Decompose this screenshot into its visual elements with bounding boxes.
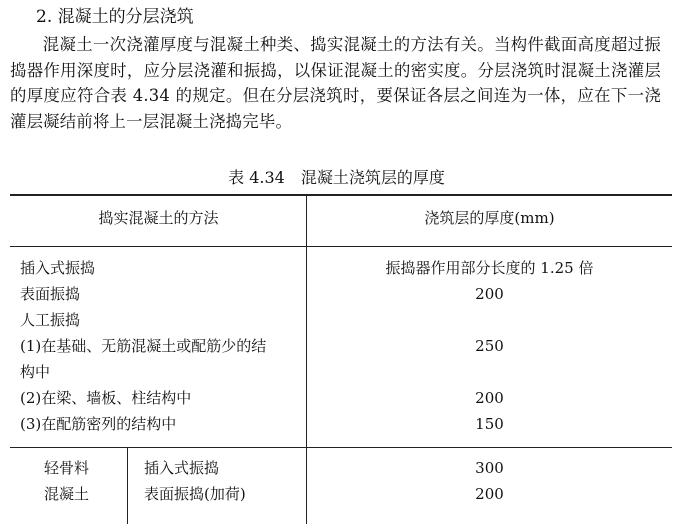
table-row-method: 人工振捣 xyxy=(20,311,81,329)
header-method: 捣实混凝土的方法 xyxy=(98,209,219,227)
table-row-method: 插入式振捣 xyxy=(20,259,96,277)
lightweight-row-method: 插入式振捣 xyxy=(144,459,220,477)
table-top-rule xyxy=(10,194,672,196)
lightweight-group-label: 混凝土 xyxy=(44,485,90,503)
lightweight-group-label: 轻骨料 xyxy=(44,459,90,477)
lightweight-subcolumn-divider xyxy=(127,448,128,524)
header-thickness: 浇筑层的厚度(mm) xyxy=(424,209,555,227)
table-row-method: (2)在梁、墙板、柱结构中 xyxy=(20,389,192,407)
table-row-thickness: 250 xyxy=(475,337,504,355)
table-row-method: (1)在基础、无筋混凝土或配筋少的结 xyxy=(20,337,267,355)
lightweight-section-rule xyxy=(10,447,672,448)
table-row-method: (3)在配筋密列的结构中 xyxy=(20,415,177,433)
header-bottom-rule xyxy=(10,246,672,247)
lightweight-row-thickness: 300 xyxy=(475,459,504,477)
table-caption: 表 4.34 混凝土浇筑层的厚度 xyxy=(228,168,445,187)
table-row-thickness: 振捣器作用部分长度的 1.25 倍 xyxy=(385,259,594,277)
table-row-method-cont: 构中 xyxy=(20,363,51,381)
table-row-thickness: 200 xyxy=(475,285,504,303)
table-row-thickness: 150 xyxy=(475,415,504,433)
lightweight-row-thickness: 200 xyxy=(475,485,504,503)
section-heading: 2. 混凝土的分层浇筑 xyxy=(36,7,194,27)
table-row-thickness: 200 xyxy=(475,389,504,407)
lightweight-row-method: 表面振捣(加荷) xyxy=(144,485,246,503)
table-row-method: 表面振捣 xyxy=(20,285,81,303)
body-paragraph: 混凝土一次浇灌厚度与混凝土种类、捣实混凝土的方法有关。当构件截面高度超过振捣器作用深度时，应分层浇灌和振捣，以保证混凝土的密实度。分层浇筑时混凝土浇灌层的厚度应符合表 4.34 的规定。但在分层浇筑时，要保证各层之间连为一体，应在下一浇灌层凝结前将上一层混凝土浇捣完毕。 xyxy=(10,35,661,131)
